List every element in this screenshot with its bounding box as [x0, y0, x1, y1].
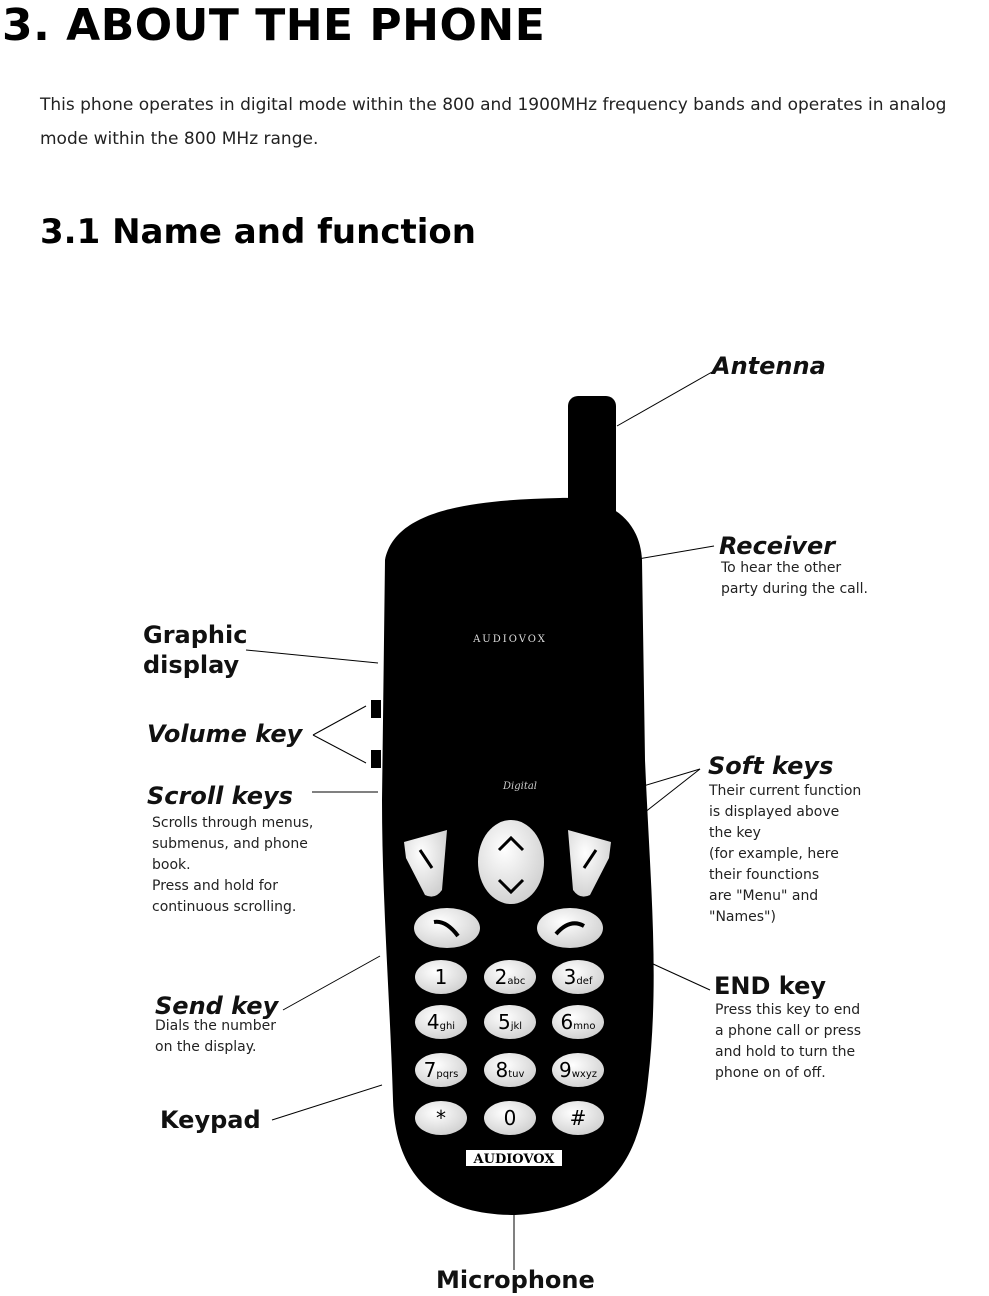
volume-key-down[interactable] [371, 750, 381, 768]
keypad-key-label: # [569, 1106, 587, 1130]
leader-graphic-display [246, 650, 378, 663]
phone-brand-bottom: AUDIOVOX [473, 1152, 555, 1167]
page-title: 3. ABOUT THE PHONE [2, 0, 546, 51]
label-microphone: Microphone [436, 1266, 595, 1294]
receiver-description: To hear the other party during the call. [721, 560, 868, 597]
label-send-key: Send key [155, 992, 279, 1020]
keypad-key-label: 4ghi [426, 1010, 456, 1034]
label-antenna: Antenna [712, 352, 826, 380]
send-key-description: Dials the number on the display. [155, 1018, 276, 1055]
leader-keypad [272, 1085, 382, 1120]
end-key[interactable] [537, 908, 603, 948]
volume-key-up[interactable] [371, 700, 381, 718]
keypad-key-label: 1 [434, 965, 448, 989]
label-end-key: END key [714, 972, 826, 1000]
phone-model-text: Digital [503, 781, 537, 792]
keypad-key-label: 5jkl [497, 1010, 523, 1034]
keypad-key-label: 0 [503, 1106, 517, 1130]
label-keypad: Keypad [160, 1106, 261, 1134]
section-heading: 3.1 Name and function [40, 212, 476, 252]
keypad-key-label: 3def [563, 965, 593, 989]
keypad-key-label: * [436, 1106, 446, 1130]
soft-keys-description: Their current function is displayed above the key (for example, here their founctions are "Menu" and "Names") [709, 783, 862, 925]
label-graphic-display: Graphic display [143, 621, 248, 679]
intro-paragraph: This phone operates in digital mode within the 800 and 1900MHz frequency bands and operates in analog mode within the 800 MHz range. [40, 95, 947, 149]
keypad-key-label: 8tuv [495, 1058, 525, 1082]
keypad-key-label: 7pqrs [423, 1058, 459, 1082]
label-scroll-keys: Scroll keys [147, 782, 293, 810]
end-key-description: Press this key to end a phone call or press and hold to turn the phone on of off. [715, 1002, 862, 1081]
keypad-key-label: 2abc [494, 965, 526, 989]
label-receiver: Receiver [719, 532, 836, 560]
leader-antenna [617, 372, 712, 426]
label-volume-key: Volume key [147, 720, 303, 748]
leader-send-key [283, 956, 380, 1010]
scroll-keys-description: Scrolls through menus, submenus, and phone book. Press and hold for continuous scrolling. [152, 815, 314, 915]
leader-volume-down [313, 735, 366, 763]
label-soft-keys: Soft keys [708, 752, 834, 780]
keypad-key-label: 9wxyz [559, 1058, 597, 1082]
leader-volume-up [313, 706, 366, 735]
keypad-key-label: 6mno [560, 1010, 596, 1034]
phone-brand-top: AUDIOVOX [473, 634, 547, 645]
send-key[interactable] [414, 908, 480, 948]
